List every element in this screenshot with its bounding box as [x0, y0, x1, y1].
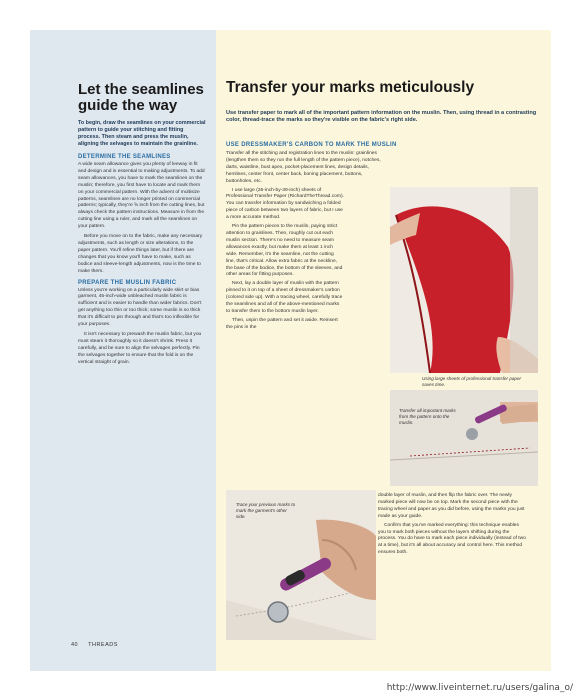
left-column [30, 30, 216, 671]
magazine-name: THREADS [88, 642, 118, 648]
carbon-paragraph-4: Next, lay a double layer of muslin with the pattern pinned to it on top of a sheet of dressmaker's carbon (colored side up). With a tracing wheel, carefully trace the seamlines and all of the above-mentioned marks to transfer them to the bottom muslin layer. [226, 281, 343, 314]
photo-transfer-paper [390, 187, 538, 373]
right-text-column-1 [226, 151, 382, 334]
carbon-paragraph-6: double layer of muslin, and then flip the fabric over. The newly marked piece will now be on top. Mark the second piece with the tracing wheel and paper as you did before, using the marks you just made as your guide. [378, 493, 525, 519]
caption-tracing-wheel-1: Transfer all important marks from the pattern onto the muslin. [399, 408, 456, 425]
left-title: Let the seamlines guide the way [78, 81, 204, 114]
carbon-paragraph-3: Pin the pattern pieces to the muslin, paying strict attention to grainlines. Then, roughly cut out each muslin section. There's no need to measure seam allowances exactly, but make them at least 1 inch wide. Remember, it's the seamline, not the cutting line, that's critical. Allow extra fabric at the neckline, the base of the bodice, the bottom of the sleeves, and other areas for fitting purposes. [226, 224, 343, 278]
seamlines-paragraph-1: A wide seam allowance gives you plenty of leeway in fit and design and is essential to making adjustments. To add seam allowances, you have to mark the seamlines on the muslin; therefore, you first have to locate and mark them on your commercial pattern. With the advent of multisize patterns, seamlines are no longer printed on commercial patterns; typically, they're ⅝ inch from the cutting lines, but always check the pattern instructions. Measure in from the cutting line using a ruler, and mark all the seamlines on your pattern. [78, 162, 205, 230]
page-footer [71, 642, 118, 648]
right-text-column-2 [378, 493, 526, 559]
page-number: 40 [71, 642, 79, 648]
section-heading-carbon: USE DRESSMAKER'S CARBON TO MARK THE MUSLIN [226, 142, 397, 148]
magazine-page [30, 30, 551, 671]
carbon-paragraph-5: Then, unpin the pattern and set it aside. Reinsert the pins in the [226, 317, 338, 330]
photo-tracing-wheel-1 [390, 390, 538, 486]
tracing-wheel-illustration-1 [390, 390, 538, 486]
caption-transfer-paper: Using large sheets of professional transfer paper saves time. [422, 376, 522, 387]
transfer-paper-illustration [390, 187, 538, 373]
muslin-paragraph-2: It isn't necessary to prewash the muslin fabric, but you must steam it thoroughly so it doesn't shrink. Press it carefully, and be sure to align the selvages perfectly. Pin the selvages together to ensure that the fold is on the vertical straight of grain. [78, 331, 202, 365]
seamlines-paragraph-2: Before you move on to the fabric, make any necessary adjustments, such as length or size alterations, to the paper pattern. You'll refine things later, but if there are changes that you know you'll have to make, such as bodice and sleeve-length adjustments, now is the time to make them. [78, 234, 203, 274]
carbon-paragraph-1: Transfer all the stitching and registration lines to the muslin: grainlines (lengthen them so they run the full length of the pattern piece), notches, darts, waistline, bust apex, pocket-placement lines, design details, hemlines, center front, center back, boning placement, buttons, buttonholes, etc. [226, 151, 381, 184]
carbon-paragraph-7: Confirm that you've marked everything: this technique enables you to mark both pieces without the layers shifting during the process. You do have to mark each piece individually (instead of two at a time), but it's all about accuracy and control here. This method ensures both. [378, 522, 526, 556]
left-column-content [78, 82, 206, 369]
section-heading-seamlines: DETERMINE THE SEAMLINES [78, 154, 171, 160]
right-column [216, 30, 551, 671]
right-title: Transfer your marks meticulously [226, 79, 475, 96]
watermark-url: http://www.liveinternet.ru/users/galina_o/ [386, 683, 573, 693]
muslin-paragraph-1: Unless you're working on a particularly wide skirt or bias garment, 45-inch-wide unbleached muslin fabric is sufficient and is easier to handle than wider fabrics. Don't get anything too thin or too thick; some muslin is so thick that it's difficult to pin through and that's too inflexible for your purposes. [78, 287, 202, 328]
caption-tracing-wheel-2: Trace your previous marks to mark the garment's other side. [236, 502, 296, 519]
right-intro: Use transfer paper to mark all of the important pattern information on the muslin. Then, using thread in a contrasting color, thread-trace the marks so they're visible on the fabric's right side. [226, 109, 537, 123]
section-heading-muslin: PREPARE THE MUSLIN FABRIC [78, 279, 177, 286]
left-intro: To begin, draw the seamlines on your commercial pattern to guide your stitching and fitting process. Then steam and press the muslin, aligning the selvages to maintain the grainline. [78, 120, 206, 147]
carbon-paragraph-2: I use large (26-inch-by-39-inch) sheets of Professional Transfer Paper (RichardTheThread.com). You can transfer information by sandwiching a folded piece of carbon between two layers of fabric, but I use a more accurate method. [226, 187, 344, 221]
